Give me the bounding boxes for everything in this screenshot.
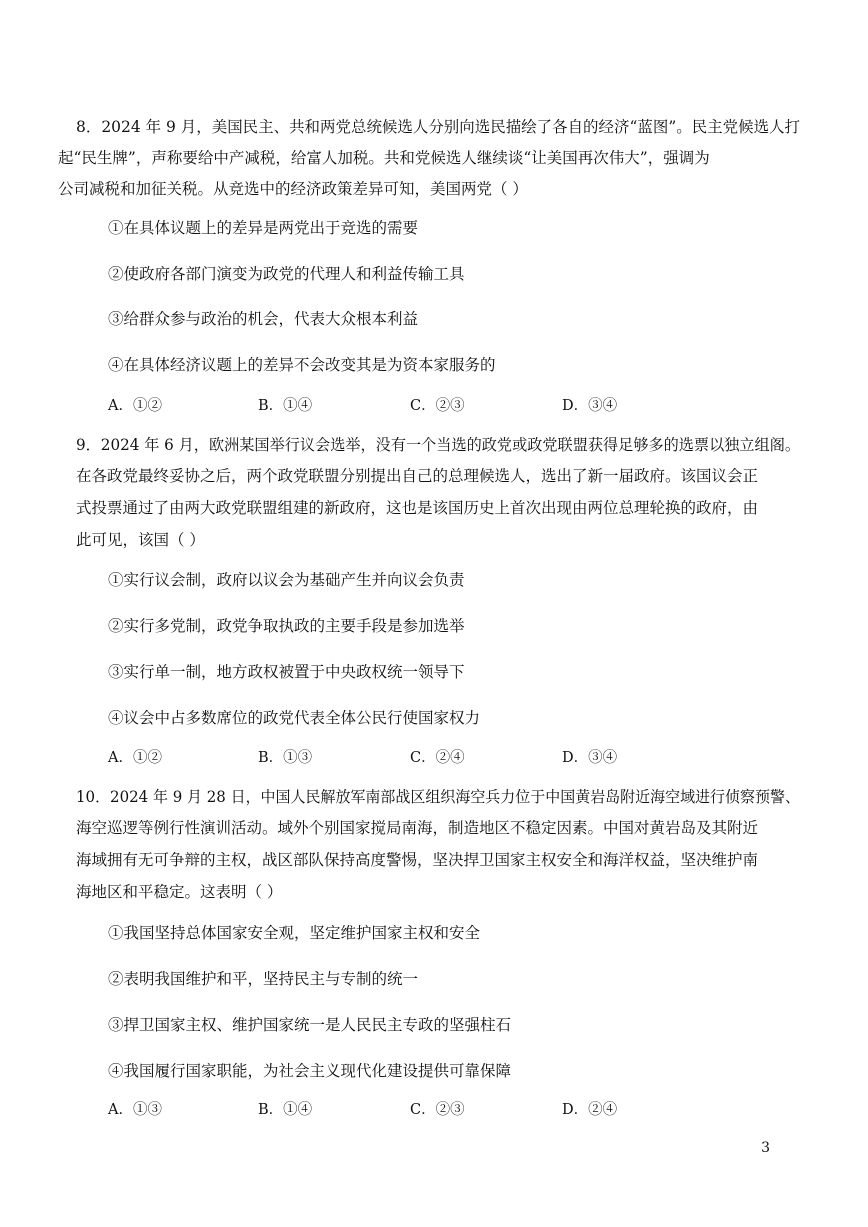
choice-b[interactable]: B．①④ [258,1102,313,1118]
question-number: 8． [76,118,102,136]
statement-3: ③给群众参与政治的机会，代表大众根本利益 [108,310,419,328]
stem-line: 公司减税和加征关税。从竞选中的经济政策差异可知，美国两党（ ） [58,180,528,198]
stem-line: 2024 年 9 月，美国民主、共和两党总统候选人分别向选民描绘了各自的经济“蓝图”。民主党候选人打 [101,118,801,136]
stem-line: 海域拥有无可争辩的主权，战区部队保持高度警惕，坚决捍卫国家主权安全和海洋权益，坚决维护南 [76,851,759,869]
choice-c[interactable]: C．②③ [410,1102,465,1118]
statement-4: ④在具体经济议题上的差异不会改变其是为资本家服务的 [108,356,496,374]
statement-2: ②使政府各部门演变为政党的代理人和利益传输工具 [108,265,465,283]
stem-line: 起“民生牌”，声称要给中产减税，给富人加税。共和党候选人继续谈“让美国再次伟大”，强调为 [58,149,710,167]
choice-c[interactable]: C．②④ [410,750,465,766]
statement-4: ④我国履行国家职能，为社会主义现代化建设提供可靠保障 [108,1062,512,1080]
choice-d[interactable]: D．②④ [562,1102,618,1118]
statement-2: ②表明我国维护和平，坚持民主与专制的统一 [108,970,419,988]
statement-1: ①我国坚持总体国家安全观，坚定维护国家主权和安全 [108,924,481,942]
statement-3: ③实行单一制，地方政权被置于中央政权统一领导下 [108,663,465,681]
choice-c[interactable]: C．②③ [410,398,465,414]
question-number: 9． [76,436,101,454]
stem-line: 式投票通过了由两大政党联盟组建的新政府，这也是该国历史上首次出现由两位总理轮换的政府，由 [76,499,759,517]
question-number: 10． [76,788,111,806]
choice-a[interactable]: A．①② [108,398,162,414]
statement-1: ①实行议会制，政府以议会为基础产生并向议会负责 [108,571,465,589]
stem-line: 2024 年 9 月 28 日，中国人民解放军南部战区组织海空兵力位于中国黄岩岛附近海空域进行侦察预警、 [110,788,800,806]
statement-3: ③捍卫国家主权、维护国家统一是人民民主专政的坚强柱石 [108,1016,512,1034]
stem-line: 2024 年 6 月，欧洲某国举行议会选举，没有一个当选的政党或政党联盟获得足够多的选票以独立组阁。 [100,436,801,454]
choice-d[interactable]: D．③④ [562,750,618,766]
choice-b[interactable]: B．①③ [258,750,313,766]
stem-line: 在各政党最终妥协之后，两个政党联盟分别提出自己的总理候选人，选出了新一届政府。该国议会正 [76,467,759,485]
statement-1: ①在具体议题上的差异是两党出于竞选的需要 [108,219,419,237]
choice-d[interactable]: D．③④ [562,398,618,414]
stem-line: 海地区和平稳定。这表明（ ） [76,883,283,901]
choice-a[interactable]: A．①③ [108,1102,162,1118]
choice-a[interactable]: A．①② [108,750,162,766]
statement-2: ②实行多党制，政党争取执政的主要手段是参加选举 [108,617,465,635]
page-number: 3 [761,1140,770,1156]
choice-b[interactable]: B．①④ [258,398,313,414]
statement-4: ④议会中占多数席位的政党代表全体公民行使国家权力 [108,709,481,727]
stem-line: 此可见，该国（ ） [76,531,205,549]
stem-line: 海空巡逻等例行性演训活动。域外个别国家搅局南海，制造地区不稳定因素。中国对黄岩岛及其附近 [76,819,759,837]
